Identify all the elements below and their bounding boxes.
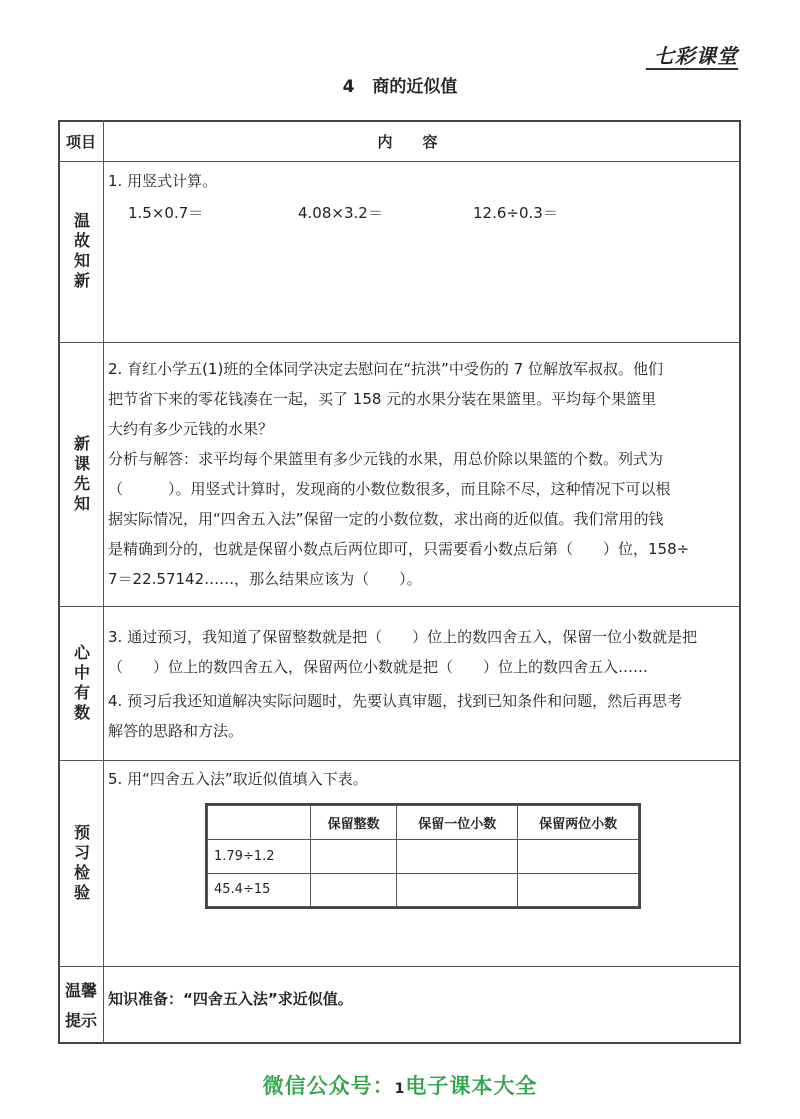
tip-text: 知识准备：“四舍五入法”求近似值。 (108, 990, 353, 1008)
brand-underline (646, 68, 738, 70)
answer-cell[interactable] (311, 840, 397, 874)
brand-logo: 七彩课堂 (654, 44, 738, 68)
q4-text: 4. 预习后我还知道解决实际问题时，先要认真审题，找到已知条件和问题，然后再思考 解答的思路和方法。 (108, 692, 683, 740)
column-header: 保留两位小数 (518, 806, 639, 840)
q1-title: 1. 用竖式计算。 (108, 172, 218, 190)
lesson-title: 商的近似值 (372, 77, 458, 97)
page-number: 1 (394, 1081, 406, 1097)
answer-cell[interactable] (397, 840, 518, 874)
header-item: 项目 (65, 132, 96, 151)
row-expression: 45.4÷15 (208, 873, 311, 907)
column-header: 保留整数 (311, 806, 397, 840)
q1-expr: 1.5×0.7＝ (128, 204, 204, 222)
answer-cell[interactable] (518, 873, 639, 907)
answer-cell[interactable] (311, 873, 397, 907)
q5-title: 5. 用“四舍五入法”取近似值填入下表。 (108, 770, 368, 788)
row-divider (58, 966, 741, 967)
lesson-number: 4 (342, 77, 355, 97)
answer-cell[interactable] (397, 873, 518, 907)
answer-cell[interactable] (518, 840, 639, 874)
approximation-table (205, 803, 641, 909)
section-label-preview: 新课先知 (71, 434, 91, 515)
row-divider (58, 342, 741, 343)
row-divider (58, 606, 741, 607)
section-label-tips: 温馨 提示 (64, 980, 97, 1030)
q3-text: 3. 通过预习，我知道了保留整数就是把（ ）位上的数四舍五入，保留一位小数就是把 （ ）位上的数四舍五入，保留两位小数就是把（ ）位上的数四舍五入…… (108, 628, 698, 676)
header-content: 内容 (377, 132, 468, 151)
q1-expr: 12.6÷0.3＝ (473, 204, 558, 222)
q2-text: 2. 育红小学五(1)班的全体同学决定去慰问在“抗洪”中受伤的 7 位解放军叔叔。他们 把节省下来的零花钱凑在一起，买了 158 元的水果分装在果篮里。平均每个果篮里 大约有多少元钱的水果？ 分析与解答：求平均每个果篮里有多少元钱的水果，用总价除以果篮的个数。列式为 （ ）。用竖式计算时，发现商的小数位数很多，而且除不尽，这种情况下可以根 据实际情况，用“四舍五入法”保留一定的小数位数，求出商的近似值。我们常用的钱 是精确到分的，也就是保留小数点后两位即可，只需要看小数点后第（ ）位，158÷ 7＝22.57142……，那么结果应该为（ ）。 (108, 360, 690, 588)
blank-cell (208, 806, 311, 840)
page-title (0, 72, 800, 97)
row-divider (58, 760, 741, 761)
row-expression: 1.79÷1.2 (208, 840, 311, 874)
column-header: 保留一位小数 (397, 806, 518, 840)
footer-watermark: 微信公众号：1电子课本大全 (262, 1074, 538, 1098)
section-label-mind: 心中有数 (71, 643, 91, 724)
section-label-review: 温故知新 (71, 212, 91, 292)
section-label-check: 预习检验 (71, 823, 91, 904)
q1-expr: 4.08×3.2＝ (298, 204, 383, 222)
